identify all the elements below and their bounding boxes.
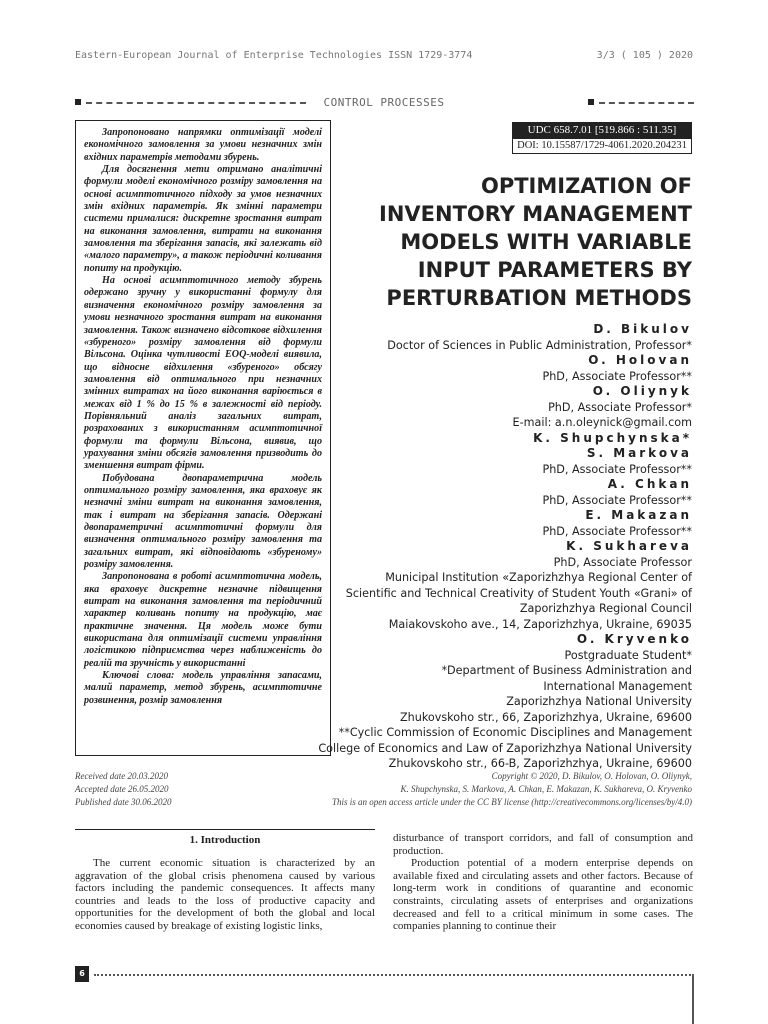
author-affiliation: Scientific and Technical Creativity of Student Youth «Grani» of [345,586,692,600]
author-name: K. Sukhareva [566,539,692,553]
author-name: E. Makazan [585,508,692,522]
author-email[interactable]: E-mail: a.n.oleynick@gmail.com [512,416,692,429]
title-line: INVENTORY MANAGEMENT [379,202,692,226]
abstract-paragraph: Запропоновано напрямки оптимізації моделі економічного замовлення за умови незначних змін вхідних параметрів методами збурень. [84,127,322,163]
author-affiliation: PhD, Associate Professor* [548,400,692,414]
section-heading: 1. Introduction [75,829,375,846]
keywords: Ключові слова: модель управління запасами, малий параметр, метод збурень, асимптотичне розвинення, розмір замовлення [84,670,322,706]
author-affiliation: **Cyclic Commission of Economic Disciplines and Management [338,726,692,739]
author-name: O. Oliynyk [592,384,692,398]
abstract-paragraph: На основі асимптотичного методу збурень одержано зручну у використанні формулу для визначення економічного розміру замовлення за умови незначного зростання витрат на виконання замовлення. Також визначено відсоткове відхилення «збуреного» розміру замовлення від формули Вільсона. Оцінка чутливості EOQ-моделі виявила, що відносне відхилення «збуреного» обсягу замовлення від оптимального при незначних змінних витратах на його виконання варіюється в межах від 1 % до 15 % в залежності від періоду. Порівняльний аналіз загальних витрат, розрахованих з використанням асимптотичної формули та формули Вільсона, виявив, що урахування зміни обсягів замовлення призводить до зменшення витрат фірми. [84,275,322,472]
author-affiliation: PhD, Associate Professor** [542,524,692,538]
header-marker-right [588,99,594,105]
author-affiliation: International Management [543,679,692,693]
author-name: D. Bikulov [593,322,692,336]
doi-link[interactable]: DOI: 10.15587/1729-4061.2020.204231 [512,138,692,154]
author-name: S. Markova [586,446,692,460]
author-name: O. Kryvenko [576,632,692,646]
author-affiliation: Zhukovskoho str., 66-B, Zaporizhzhya, Ukraine, 69600 [388,757,692,770]
author-name: K. Shupchynska* [533,430,692,445]
author-affiliation: PhD, Associate Professor [553,555,692,569]
author-affiliation: Maiakovskoho ave., 14, Zaporizhzhya, Ukraine, 69035 [388,617,692,631]
copyright-notice [252,770,692,809]
body-column-right [393,832,693,933]
abstract-paragraph: Побудована двопараметрична модель оптимального розміру замовлення, яка враховує як незначні зміни витрат на виконання замовлення, так і витрат на зберігання запасів. Одержані двопараметричні асимптотичні формули для визначення оптимального розміру замовлення та загальних витрат, які відповідають «збуреному» розміру замовлення. [84,472,322,571]
title-line: INPUT PARAMETERS BY [417,258,692,282]
author-affiliation: PhD, Associate Professor** [542,462,692,476]
footer-bar [692,974,694,1024]
title-line: OPTIMIZATION OF [480,174,692,198]
author-affiliation: Municipal Institution «Zaporizhzhya Regional Center of [385,571,692,584]
title-line: MODELS WITH VARIABLE [400,230,692,254]
author-affiliation: PhD, Associate Professor** [542,369,692,383]
license-line[interactable]: This is an open access article under the CC BY license (http://creativecommons.org/licenses/by/4.0) [331,797,692,807]
author-affiliation: Zaporizhzhya National University [506,695,692,708]
section-label: CONTROL PROCESSES [323,96,445,109]
author-affiliation: Doctor of Sciences in Public Administration, Professor* [387,338,692,352]
abstract-paragraph: Запропонована в роботі асимптотична модель, яка враховує дискретне незначне підвищення витрат на виконання замовлення та періодичний характер коливань попиту на продукцію, має практичне значення. Ця модель може бути використана для оптимізації системи управління логістикою підприємства через наближеність до реалій та зручність у використанні [84,571,322,669]
author-name: A. Chkan [607,477,692,491]
copyright-line: Copyright © 2020, D. Bikulov, O. Holovan, O. Oliynyk, [491,771,692,781]
author-affiliation: *Department of Business Administration and [441,664,692,677]
article-title [362,172,692,312]
udc-label: UDC 658.7.01 [519.866 : 511.35] [512,122,692,138]
body-paragraph: disturbance of transport corridors, and fall of consumption and production. [393,832,693,857]
body-paragraph: The current economic situation is characterized by an aggravation of the global crisis phenomena caused by various factors including the pandemic consequences. It affects many countries and leads to the loss of productive capacity and opportunities for the development of both the global and local economies caused by breakage of existing logistic links, [75,857,375,932]
author-list [292,322,692,772]
header-rule-right [599,102,694,104]
issue-header: 3/3 ( 105 ) 2020 [596,50,693,61]
body-column-left [75,857,375,933]
author-name: O. Holovan [588,353,692,367]
body-paragraph: Production potential of a modern enterprise depends on available fixed and circulating assets and other factors. Because of long-term work in conditions of quarantine and economic constraints, circulating assets of enterprises and organizations decreased and fell to a critical minimum in some cases. The companies planning to continue their [393,857,693,933]
footer-rule [94,974,694,976]
author-affiliation: College of Economics and Law of Zaporizhzhya National University [318,741,692,755]
author-affiliation: Zhukovskoho str., 66, Zaporizhzhya, Ukraine, 69600 [399,710,692,724]
received-date: Received date 20.03.2020 [75,771,168,781]
accepted-date: Accepted date 26.05.2020 [75,784,169,794]
page-number: 6 [75,966,89,982]
copyright-line: K. Shupchynska, S. Markova, A. Chkan, E. Makazan, K. Sukhareva, O. Kryvenko [400,784,692,794]
article-dates [75,770,172,809]
author-affiliation: Postgraduate Student* [564,648,692,662]
abstract-paragraph: Для досягнення мети отримано аналітичні формули моделі економічного розміру замовлення на основі асимптотичного підходу за умов незначних змін вхідних параметрів. Як змінні параметри системи прималися: дискретне зростання витрат на виконання замовлення, витрати на виконання замовлення та зберігання запасів, які залежать від «малого параметру», а також періодичні коливання попиту на продукцію. [84,164,322,274]
published-date: Published date 30.06.2020 [75,797,172,807]
title-line: PERTURBATION METHODS [386,286,692,310]
journal-header: Eastern-European Journal of Enterprise Technologies ISSN 1729-3774 [75,50,473,61]
author-affiliation: PhD, Associate Professor** [542,493,692,507]
author-affiliation: Zaporizhzhya Regional Council [519,602,692,615]
